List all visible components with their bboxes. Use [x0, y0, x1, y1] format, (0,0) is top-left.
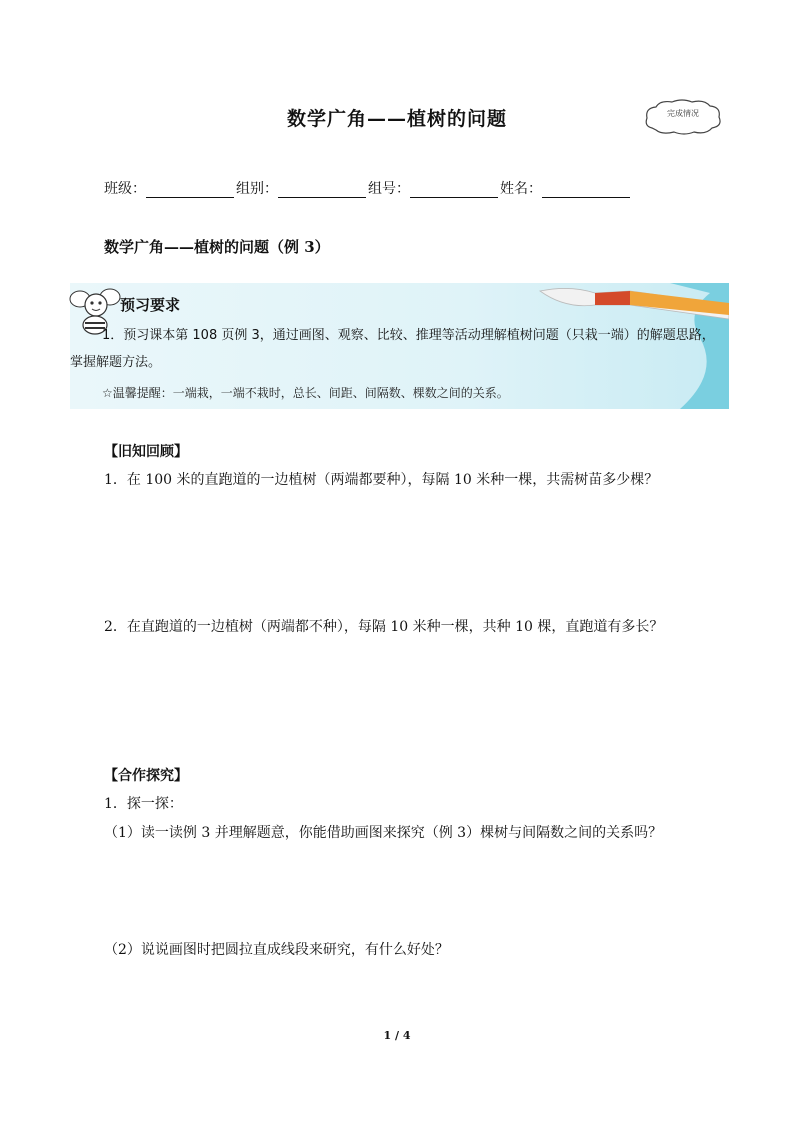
name-field[interactable]	[542, 183, 630, 198]
name-label: 姓名：	[500, 181, 542, 197]
group-label: 组别：	[236, 181, 278, 197]
explore-heading: 【合作探究】	[104, 768, 188, 784]
preview-heading: 预习要求	[120, 296, 181, 314]
review-question-2: 2．在直跑道的一边植树（两端都不种），每隔 10 米种一棵，共种 10 棵，直跑道有多长？	[104, 619, 664, 635]
preview-tip: ☆温馨提醒：一端栽，一端不栽时，总长、间距、间隔数、棵数之间的关系。	[102, 386, 509, 400]
page-number: 1 / 4	[383, 1029, 411, 1042]
class-label: 班级：	[104, 181, 146, 197]
preview-requirement: 1．预习课本第 108 页例 3，通过画图、观察、比较、推理等活动理解植树问题（只栽一端）的解题思路，掌握解题方法。	[70, 328, 715, 370]
group-no-field[interactable]	[410, 183, 498, 198]
group-no-label: 组号：	[368, 181, 410, 197]
section-subtitle: 数学广角——植树的问题（例 3）	[104, 238, 330, 256]
class-field[interactable]	[146, 183, 234, 198]
page-title: 数学广角——植树的问题	[286, 108, 507, 130]
review-heading: 【旧知回顾】	[104, 444, 188, 460]
explore-item-1: 1．探一探：	[104, 796, 183, 812]
badge-label: 完成情况	[667, 109, 699, 118]
explore-sub-2: （2）说说画图时把圆拉直成线段来研究，有什么好处？	[104, 942, 449, 958]
group-field[interactable]	[278, 183, 366, 198]
explore-sub-1: （1）读一读例 3 并理解题意，你能借助画图来探究（例 3）棵树与间隔数之间的关系吗？	[104, 825, 663, 841]
completion-badge	[642, 98, 724, 136]
review-question-1: 1．在 100 米的直跑道的一边植树（两端都要种），每隔 10 米种一棵，共需树苗多少棵？	[104, 472, 659, 488]
student-info-row	[104, 178, 632, 198]
